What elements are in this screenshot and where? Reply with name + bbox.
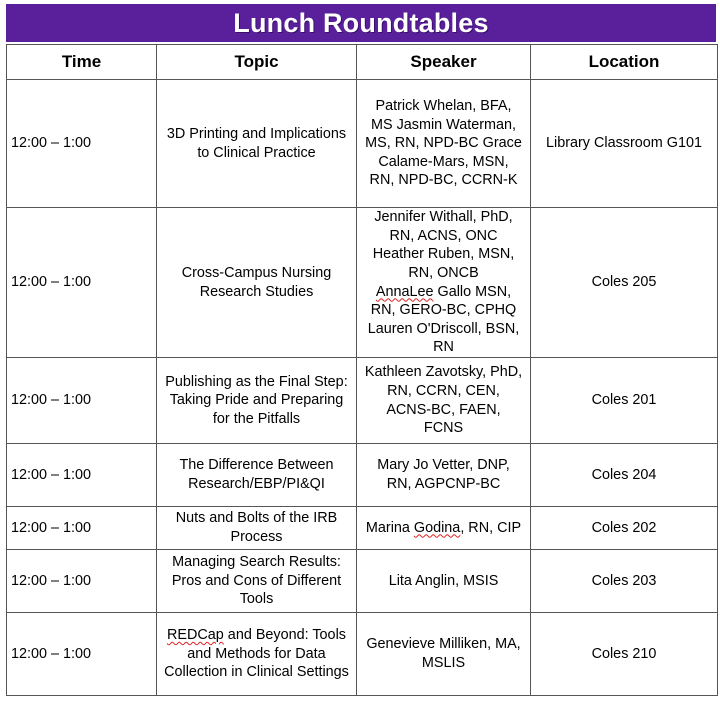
session-location: Library Classroom G101 [531, 80, 718, 208]
speaker-line: MSLIS [421, 655, 466, 671]
session-time: 12:00 – 1:00 [7, 80, 157, 208]
session-speaker [357, 613, 531, 696]
topic-text: Nuts and Bolts of the IRB Process [175, 510, 338, 545]
speaker-line: Jennifer Withall, PhD, [374, 209, 513, 226]
session-time: 12:00 – 1:00 [7, 613, 157, 696]
speaker-line: Lita Anglin, MSIS [388, 572, 499, 589]
header-location: Location [531, 45, 718, 80]
session-speaker [357, 358, 531, 444]
session-time: 12:00 – 1:00 [7, 507, 157, 550]
header-row [7, 45, 718, 80]
speaker-line: Mary Jo Vetter, DNP, [377, 457, 510, 474]
speaker-line: ACNS-BC, FAEN, [386, 401, 501, 418]
session-location: Coles 202 [531, 507, 718, 550]
topic-text: Publishing as the Final Step: Taking Pride and Preparing for the Pitfalls [165, 373, 348, 427]
session-location: Coles 203 [531, 550, 718, 613]
speaker-text: Gallo MSN, [433, 283, 512, 300]
session-location: Coles 204 [531, 444, 718, 507]
session-location: Coles 210 [531, 613, 718, 696]
speaker-line [360, 283, 527, 302]
speaker-line: Kathleen Zavotsky, PhD, [364, 364, 523, 381]
speaker-line [360, 519, 527, 538]
header-speaker: Speaker [357, 45, 531, 80]
session-time: 12:00 – 1:00 [7, 550, 157, 613]
session-topic [157, 80, 357, 208]
speaker-line: FCNS [423, 420, 464, 437]
table-row [7, 80, 718, 208]
session-speaker [357, 444, 531, 507]
speaker-line: Patrick Whelan, BFA, [375, 98, 512, 115]
speaker-line: Heather Ruben, MSN, [372, 246, 515, 263]
speaker-line: RN, GERO-BC, CPHQ [370, 302, 517, 319]
session-topic [157, 613, 357, 696]
speaker-line: RN, AGPCNP-BC [386, 476, 501, 492]
speaker-line: RN, CCRN, CEN, [387, 382, 500, 399]
session-topic [157, 358, 357, 444]
table-row [7, 613, 718, 696]
speaker-line: RN, NPD-BC, CCRN-K [369, 172, 518, 189]
topic-text: Cross-Campus Nursing Research Studies [181, 264, 332, 300]
session-speaker [357, 550, 531, 613]
session-speaker [357, 80, 531, 208]
speaker-line: RN, ACNS, ONC [389, 227, 498, 244]
session-topic [157, 444, 357, 507]
table-row [7, 550, 718, 613]
session-speaker [357, 208, 531, 358]
table-row [7, 208, 718, 358]
speaker-line: MS Jasmin Waterman, [370, 116, 516, 133]
speaker-marked-name: Godina [413, 519, 461, 536]
session-time: 12:00 – 1:00 [7, 208, 157, 358]
speaker-line: Calame-Mars, MSN, [378, 153, 509, 170]
speaker-marked-name: AnnaLee [375, 283, 434, 300]
session-topic [157, 550, 357, 613]
speaker-line: MS, RN, NPD-BC Grace [365, 135, 522, 152]
speaker-text: , RN, CIP [460, 519, 522, 536]
topic-text: The Difference Between Research/EBP/PI&QI [179, 457, 334, 492]
topic-marked-word: REDCap [167, 627, 224, 644]
topic-text: 3D Printing and Implications to Clinical Practice [166, 125, 347, 161]
speaker-text: Marina [365, 519, 414, 536]
table-row [7, 358, 718, 444]
speaker-line: RN [433, 339, 454, 356]
session-topic [157, 208, 357, 358]
session-time: 12:00 – 1:00 [7, 358, 157, 444]
session-speaker [357, 507, 531, 550]
topic-text: Managing Search Results: Pros and Cons of Different Tools [171, 554, 342, 608]
speaker-line: Lauren O'Driscoll, BSN, [367, 320, 520, 337]
header-time: Time [7, 45, 157, 80]
roundtables-table [6, 44, 718, 696]
table-row [7, 444, 718, 507]
session-topic [157, 507, 357, 550]
session-location: Coles 205 [531, 208, 718, 358]
session-location: Coles 201 [531, 358, 718, 444]
session-time: 12:00 – 1:00 [7, 444, 157, 507]
banner-title: Lunch Roundtables [6, 4, 716, 42]
header-topic: Topic [157, 45, 357, 80]
speaker-line: RN, ONCB [408, 264, 479, 281]
topic-text: and Beyond: Tools and Methods for Data Collection in Clinical Settings [164, 627, 349, 681]
speaker-line: Genevieve Milliken, MA, [366, 636, 521, 653]
table-row [7, 507, 718, 550]
